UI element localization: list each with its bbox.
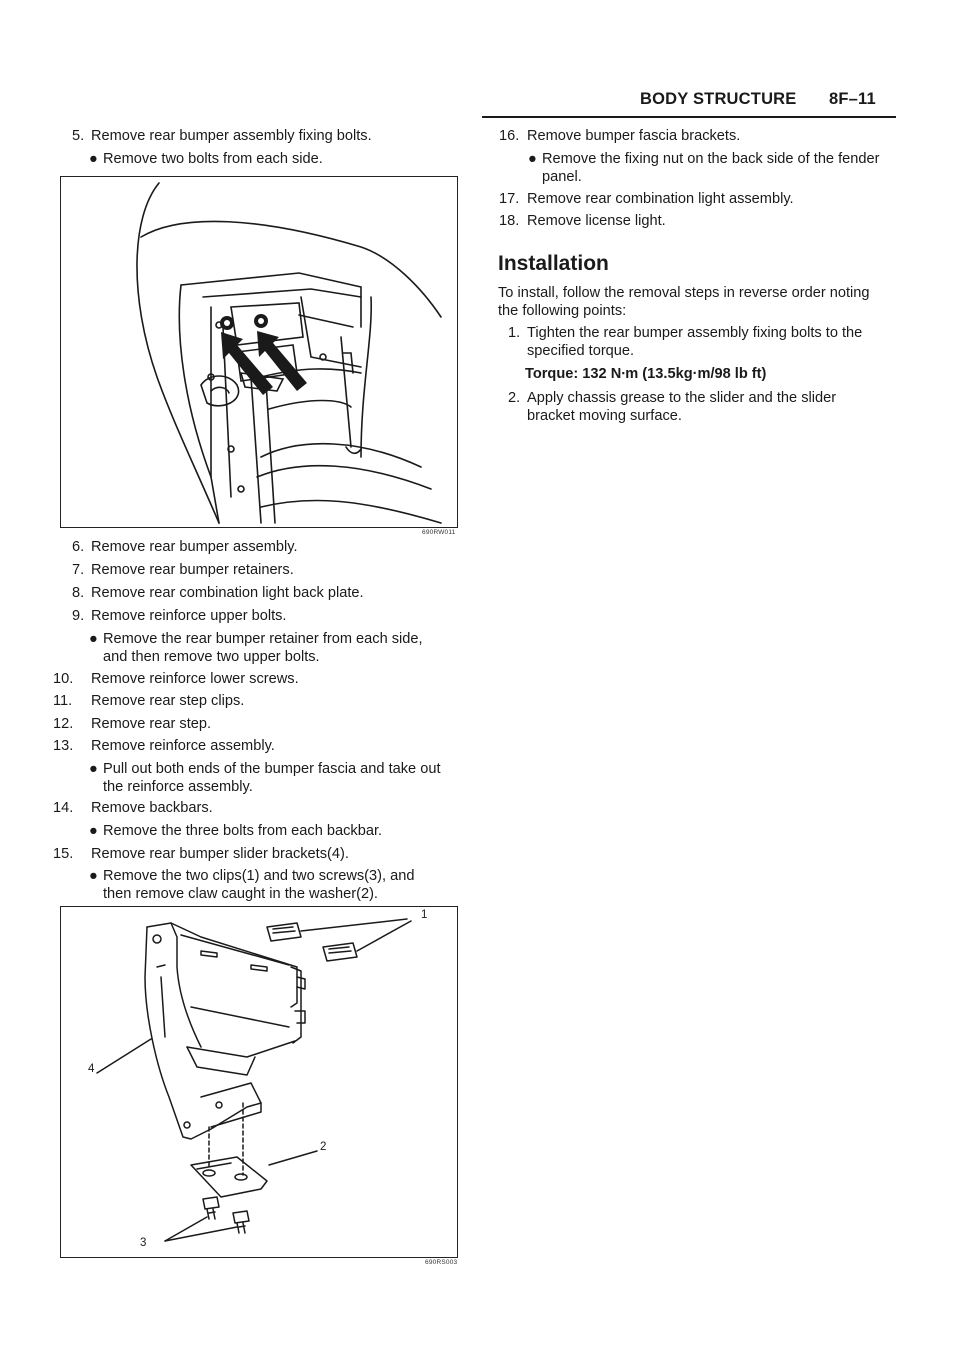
page-code: 8F–11 bbox=[829, 90, 876, 108]
step-number: 1. bbox=[508, 325, 521, 341]
step-number: 13. bbox=[53, 738, 74, 754]
step-number: 2. bbox=[508, 390, 521, 406]
bullet-icon: ● bbox=[89, 823, 98, 839]
step-9-bullet bbox=[89, 630, 423, 665]
step-16 bbox=[499, 127, 741, 145]
intro-line-2: the following points: bbox=[498, 303, 627, 319]
step-number: 15. bbox=[53, 846, 74, 862]
bullet-icon: ● bbox=[89, 631, 98, 647]
step-text: Remove license light. bbox=[527, 213, 666, 229]
step-number: 14. bbox=[53, 800, 74, 816]
step-17 bbox=[499, 190, 794, 208]
bullet-text: Remove the rear bumper retainer from each side, bbox=[103, 631, 423, 647]
step-number: 9. bbox=[72, 608, 85, 624]
bullet-text-cont: and then remove two upper bolts. bbox=[103, 649, 320, 665]
step-11 bbox=[53, 692, 245, 710]
step-15-bullet bbox=[89, 867, 415, 902]
step-number: 16. bbox=[499, 128, 520, 144]
step-text: Remove bumper fascia brackets. bbox=[527, 128, 741, 144]
header-rule bbox=[482, 116, 896, 118]
step-text: Apply chassis grease to the slider and the slider bbox=[527, 390, 837, 406]
step-text: Remove rear bumper assembly fixing bolts. bbox=[91, 128, 372, 144]
step-text: Remove rear combination light back plate. bbox=[91, 585, 364, 601]
bullet-icon: ● bbox=[89, 761, 98, 777]
step-18 bbox=[499, 212, 666, 230]
bullet-text-cont: the reinforce assembly. bbox=[103, 779, 253, 795]
step-13-bullet bbox=[89, 760, 441, 795]
bumper-bolts-illustration bbox=[61, 177, 457, 527]
step-14 bbox=[53, 799, 213, 817]
figure-1-caption: 690RW011 bbox=[422, 529, 456, 536]
step-13 bbox=[53, 737, 275, 755]
bullet-text: Remove the two clips(1) and two screws(3), and bbox=[103, 868, 415, 884]
step-text: Remove rear step clips. bbox=[91, 693, 245, 709]
callout-4: 4 bbox=[88, 1063, 95, 1075]
step-7 bbox=[72, 561, 294, 579]
step-text: Remove rear bumper retainers. bbox=[91, 562, 294, 578]
figure-bumper-bolts bbox=[60, 176, 458, 528]
step-5 bbox=[72, 127, 372, 145]
step-text-cont: specified torque. bbox=[527, 343, 635, 359]
step-text: Remove reinforce lower screws. bbox=[91, 671, 299, 687]
torque-spec: Torque: 132 N∙m (13.5kg·m/98 lb ft) bbox=[525, 366, 767, 382]
step-text: Remove rear combination light assembly. bbox=[527, 191, 794, 207]
step-number: 11. bbox=[53, 693, 73, 709]
install-step-1 bbox=[508, 324, 863, 359]
step-text-cont: bracket moving surface. bbox=[527, 408, 682, 424]
step-number: 18. bbox=[499, 213, 520, 229]
step-5-bullet bbox=[89, 150, 323, 168]
step-text: Remove rear step. bbox=[91, 716, 212, 732]
step-number: 17. bbox=[499, 191, 520, 207]
installation-heading: Installation bbox=[498, 252, 609, 275]
figure-2-caption: 690RS003 bbox=[425, 1259, 458, 1266]
bullet-text: Remove two bolts from each side. bbox=[103, 151, 323, 167]
step-text: Remove reinforce assembly. bbox=[91, 738, 275, 754]
bullet-icon: ● bbox=[89, 868, 98, 884]
callout-1: 1 bbox=[421, 909, 428, 921]
step-15 bbox=[53, 845, 349, 863]
step-12 bbox=[53, 715, 212, 733]
step-number: 10. bbox=[53, 671, 74, 687]
bullet-text-cont: then remove claw caught in the washer(2). bbox=[103, 886, 378, 902]
step-text: Remove reinforce upper bolts. bbox=[91, 608, 287, 624]
step-number: 8. bbox=[72, 585, 85, 601]
step-text: Tighten the rear bumper assembly fixing bolts to the bbox=[527, 325, 863, 341]
step-16-bullet bbox=[528, 150, 880, 185]
install-step-2 bbox=[508, 389, 837, 424]
step-8 bbox=[72, 584, 364, 602]
step-10 bbox=[53, 670, 299, 688]
bullet-text: Pull out both ends of the bumper fascia and take out bbox=[103, 761, 441, 777]
intro-line-1: To install, follow the removal steps in reverse order noting bbox=[498, 285, 870, 301]
section-title: BODY STRUCTURE bbox=[640, 90, 797, 108]
bullet-text-cont: panel. bbox=[542, 169, 582, 185]
step-number: 12. bbox=[53, 716, 74, 732]
bullet-icon: ● bbox=[528, 151, 537, 167]
step-text: Remove rear bumper assembly. bbox=[91, 539, 298, 555]
callout-2: 2 bbox=[320, 1141, 327, 1153]
callout-3: 3 bbox=[140, 1237, 147, 1249]
step-text: Remove backbars. bbox=[91, 800, 213, 816]
step-9 bbox=[72, 607, 287, 625]
step-text: Remove rear bumper slider brackets(4). bbox=[91, 846, 349, 862]
bullet-text: Remove the three bolts from each backbar. bbox=[103, 823, 383, 839]
step-14-bullet bbox=[89, 822, 383, 840]
step-number: 7. bbox=[72, 562, 85, 578]
step-6 bbox=[72, 538, 298, 556]
slider-bracket-illustration bbox=[61, 907, 457, 1257]
step-number: 5. bbox=[72, 128, 85, 144]
bullet-text: Remove the fixing nut on the back side of the fender bbox=[542, 151, 880, 167]
installation-intro bbox=[498, 284, 870, 319]
bullet-icon: ● bbox=[89, 151, 98, 167]
figure-slider-bracket bbox=[60, 906, 458, 1258]
step-number: 6. bbox=[72, 539, 85, 555]
